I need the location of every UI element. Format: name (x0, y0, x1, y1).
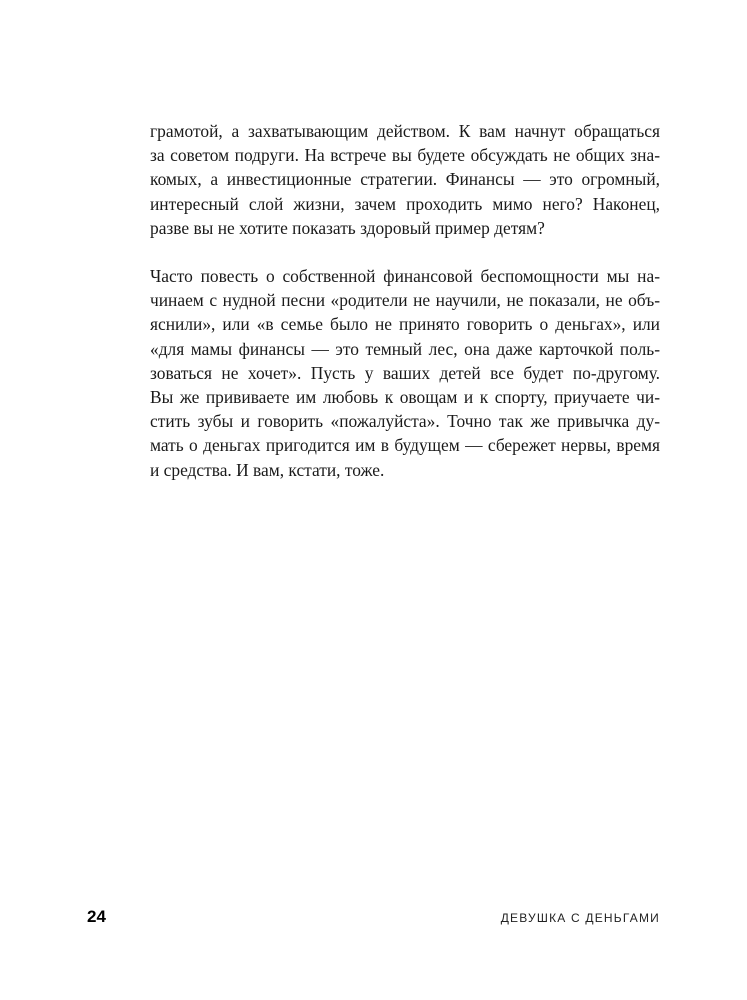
page-footer (87, 905, 660, 929)
text-line: Вы же прививаете им любовь к овощам и к спорту, приучаете чи- (150, 387, 660, 408)
text-line: стить зубы и говорить «пожалуйста». Точно так же привычка ду- (150, 411, 660, 432)
text-line: «для мамы финансы — это темный лес, она даже карточкой поль- (150, 338, 660, 359)
text-line: интересный слой жизни, зачем проходить мимо него? Наконец, (150, 193, 660, 214)
text-line: чинаем с нудной песни «родители не научили, не показали, не объ- (150, 290, 660, 311)
running-title: ДЕВУШКА С ДЕНЬГАМИ (500, 911, 660, 925)
text-line: и средства. И вам, кстати, тоже. (150, 459, 385, 480)
text-line: комых, а инвестиционные стратегии. Финансы — это огромный, (150, 169, 660, 190)
page-number: 24 (87, 907, 106, 926)
text-line: Часто повесть о собственной финансовой беспомощности мы на- (150, 266, 660, 287)
text-line: разве вы не хотите показать здоровый пример детям? (150, 217, 545, 238)
text-line: зоваться не хочет». Пусть у ваших детей все будет по-другому. (150, 362, 660, 383)
text-line: грамотой, а захватывающим действом. К вам начнут обращаться (150, 121, 660, 141)
paragraph (150, 264, 660, 482)
paragraph (150, 119, 660, 240)
text-line: за советом подруги. На встрече вы будете обсуждать не общих зна- (150, 145, 660, 166)
text-line: яснили», или «в семье было не принято говорить о деньгах», или (150, 314, 660, 335)
text-line: мать о деньгах пригодится им в будущем — сбережет нервы, время (150, 435, 660, 456)
body-text (150, 119, 660, 482)
